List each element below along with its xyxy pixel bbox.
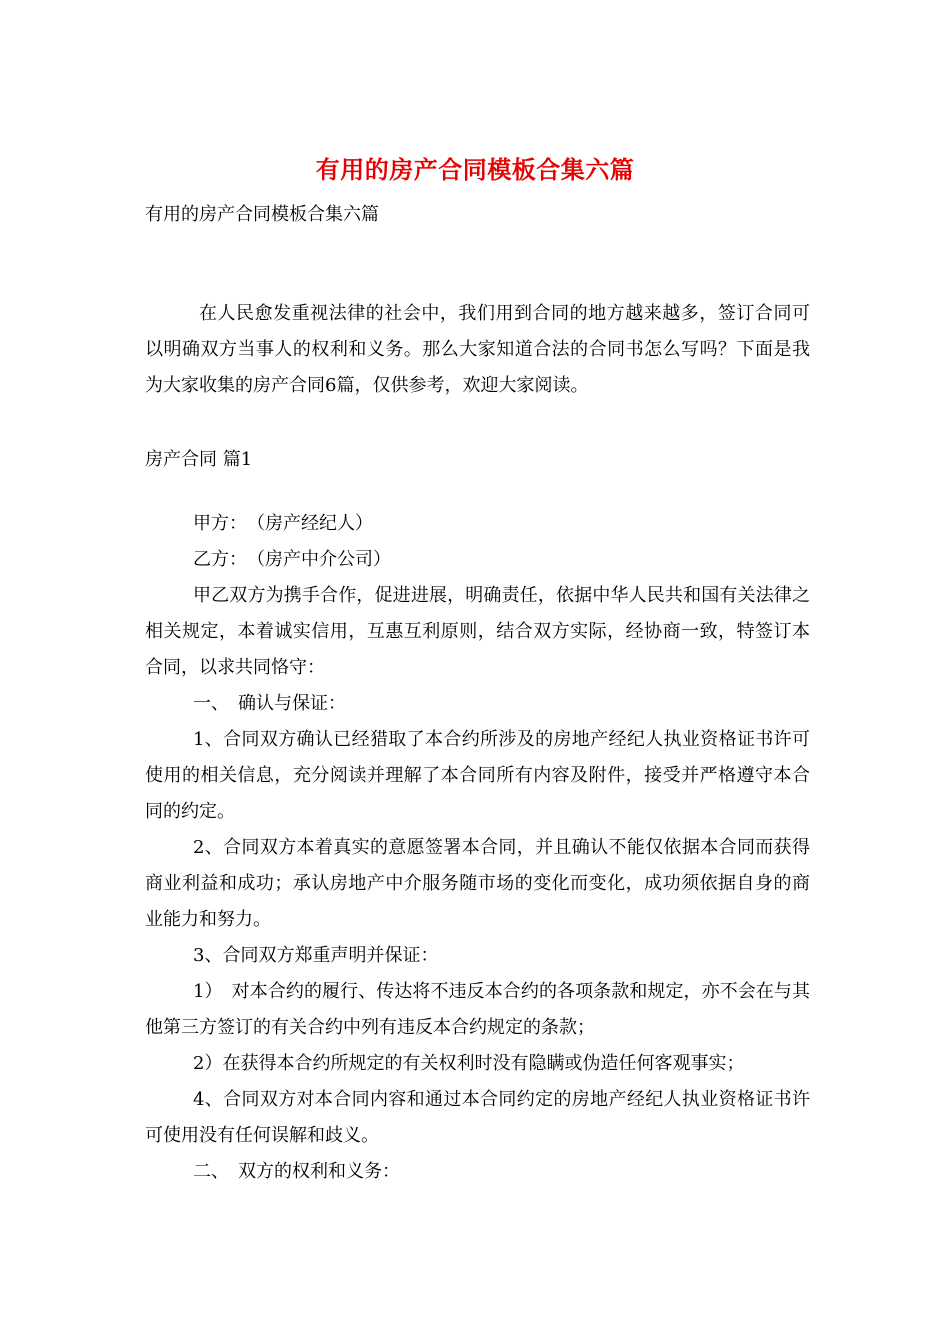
clause-item-3: 3、合同双方郑重声明并保证： <box>193 945 439 966</box>
document-title: 有用的房产合同模板合集六篇 <box>315 156 635 184</box>
clause-item-3-1: 1） 对本合约的履行、传达将不违反本合约的各项条款和规定，亦不会在与其他第三方签订的有关合约中列有违反本合约规定的条款； <box>145 981 810 1038</box>
document-subtitle: 有用的房产合同模板合集六篇 <box>145 204 379 225</box>
contract-body <box>145 506 810 1190</box>
intro-block <box>145 296 810 404</box>
intro-paragraph: 在人民愈发重视法律的社会中，我们用到合同的地方越来越多，签订合同可以明确双方当事人的权利和义务。那么大家知道合法的合同书怎么写吗？下面是我为大家收集的房产合同6篇，仅供参考，欢迎大家阅读。 <box>145 303 810 396</box>
clause-item-4: 4、合同双方对本合同内容和通过本合同约定的房地产经纪人执业资格证书许可使用没有任何误解和歧义。 <box>145 1089 810 1146</box>
clause-heading-1: 一、 确认与保证： <box>193 693 346 714</box>
clause-item-2: 2、合同双方本着真实的意愿签署本合同，并且确认不能仅依据本合同而获得商业利益和成功；承认房地产中介服务随市场的变化而变化，成功须依据自身的商业能力和努力。 <box>145 837 810 930</box>
clause-item-3-2: 2）在获得本合约所规定的有关权利时没有隐瞒或伪造任何客观事实； <box>193 1053 745 1074</box>
clause-item-1: 1、合同双方确认已经猎取了本合约所涉及的房地产经纪人执业资格证书许可使用的相关信息，充分阅读并理解了本合同所有内容及附件，接受并严格遵守本合同的约定。 <box>145 729 810 822</box>
party-b: 乙方： （房产中介公司） <box>193 549 391 570</box>
preamble-paragraph: 甲乙双方为携手合作，促进进展，明确责任，依据中华人民共和国有关法律之相关规定，本着诚实信用，互惠互利原则，结合双方实际，经协商一致，特签订本合同，以求共同恪守： <box>145 585 810 678</box>
section-heading: 房产合同 篇1 <box>145 449 253 470</box>
clause-heading-2: 二、 双方的权利和义务： <box>193 1161 400 1182</box>
party-a: 甲方： （房产经纪人） <box>193 513 373 534</box>
